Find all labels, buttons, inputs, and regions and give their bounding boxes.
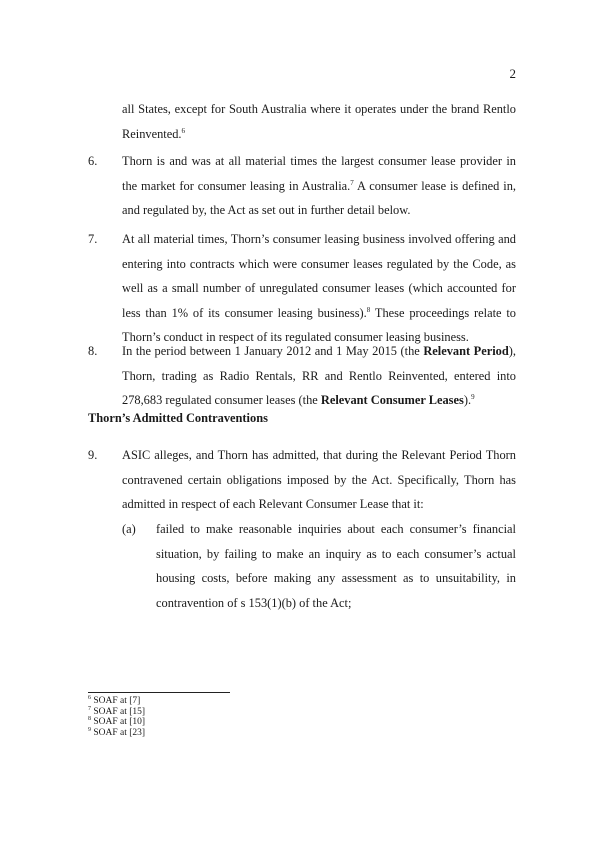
subparagraph-text: failed to make reasonable inquiries about each consumer’s financial situation, by failing to make an inquiry as to each consumer’s actual housing costs, before making any assessment as to unsuitability, in contravention of s 153(1)(b) of the Act; <box>156 522 516 610</box>
subparagraph-a <box>122 517 516 615</box>
footnote-ref: 7 <box>350 178 354 187</box>
footnote: $^7$ SOAF at [15] <box>88 705 146 717</box>
paragraph-number: 9. <box>88 448 98 462</box>
paragraph-number: 8. <box>88 344 98 358</box>
paragraph-text: ), Thorn, trading as Radio Rentals, RR and Rentlo Reinvented, entered into 278,683 regulated consumer leases (the <box>122 344 516 407</box>
footnotes <box>88 696 145 738</box>
paragraph-number: 6. <box>88 154 98 168</box>
footnote-separator <box>88 692 230 693</box>
footnote: $^8$ SOAF at [10] <box>88 716 146 728</box>
paragraph-7 <box>88 227 516 350</box>
paragraph-text: ASIC alleges, and Thorn has admitted, that during the Relevant Period Thorn contravened certain obligations imposed by the Act. Specifically, Thorn has admitted in respect of each Relevant Consumer Lease that it: <box>122 448 516 511</box>
page-number: 2 <box>509 66 516 81</box>
paragraph-9 <box>88 443 516 517</box>
paragraph-8 <box>88 339 516 413</box>
footnote-ref: 9 <box>471 392 475 401</box>
defined-term: Relevant Consumer Leases <box>320 393 464 407</box>
paragraph-text: At all material times, Thorn’s consumer leasing business involved offering and entering into contracts which were consumer leases regulated by the Code, as well as a small number of unregulated consumer leases (which accounted for less than 1% of its consumer leasing business). <box>122 232 516 320</box>
paragraph-number: 7. <box>88 232 98 246</box>
paragraph-text: In the period between 1 January 2012 and 1 May 2015 (the <box>122 344 424 358</box>
footnote-ref: 8 <box>366 305 371 314</box>
paragraph-text: ). <box>463 393 472 407</box>
paragraph-continuation <box>88 97 516 146</box>
section-heading: Thorn’s Admitted Contraventions <box>88 411 268 425</box>
paragraph-text: all States, except for South Australia where it operates under the brand Rentlo Reinvented. <box>122 102 516 141</box>
defined-term: Relevant Period <box>423 344 509 358</box>
paragraph-6 <box>88 149 516 223</box>
paragraph-text: These proceedings relate to Thorn’s conduct in respect of its regulated consumer leasing business. <box>122 305 517 344</box>
footnote: $^6$ SOAF at [7] <box>88 694 141 706</box>
subparagraph-label: (a) <box>122 522 136 536</box>
footnote: $^9$ SOAF at [23] <box>88 726 146 738</box>
footnote-ref: 6 <box>181 126 186 135</box>
paragraph-text: A consumer lease is defined in, and regulated by, the Act as set out in further detail below. <box>122 178 516 217</box>
paragraph-text: Thorn is and was at all material times the largest consumer lease provider in the market for consumer leasing in Australia. <box>122 154 516 193</box>
